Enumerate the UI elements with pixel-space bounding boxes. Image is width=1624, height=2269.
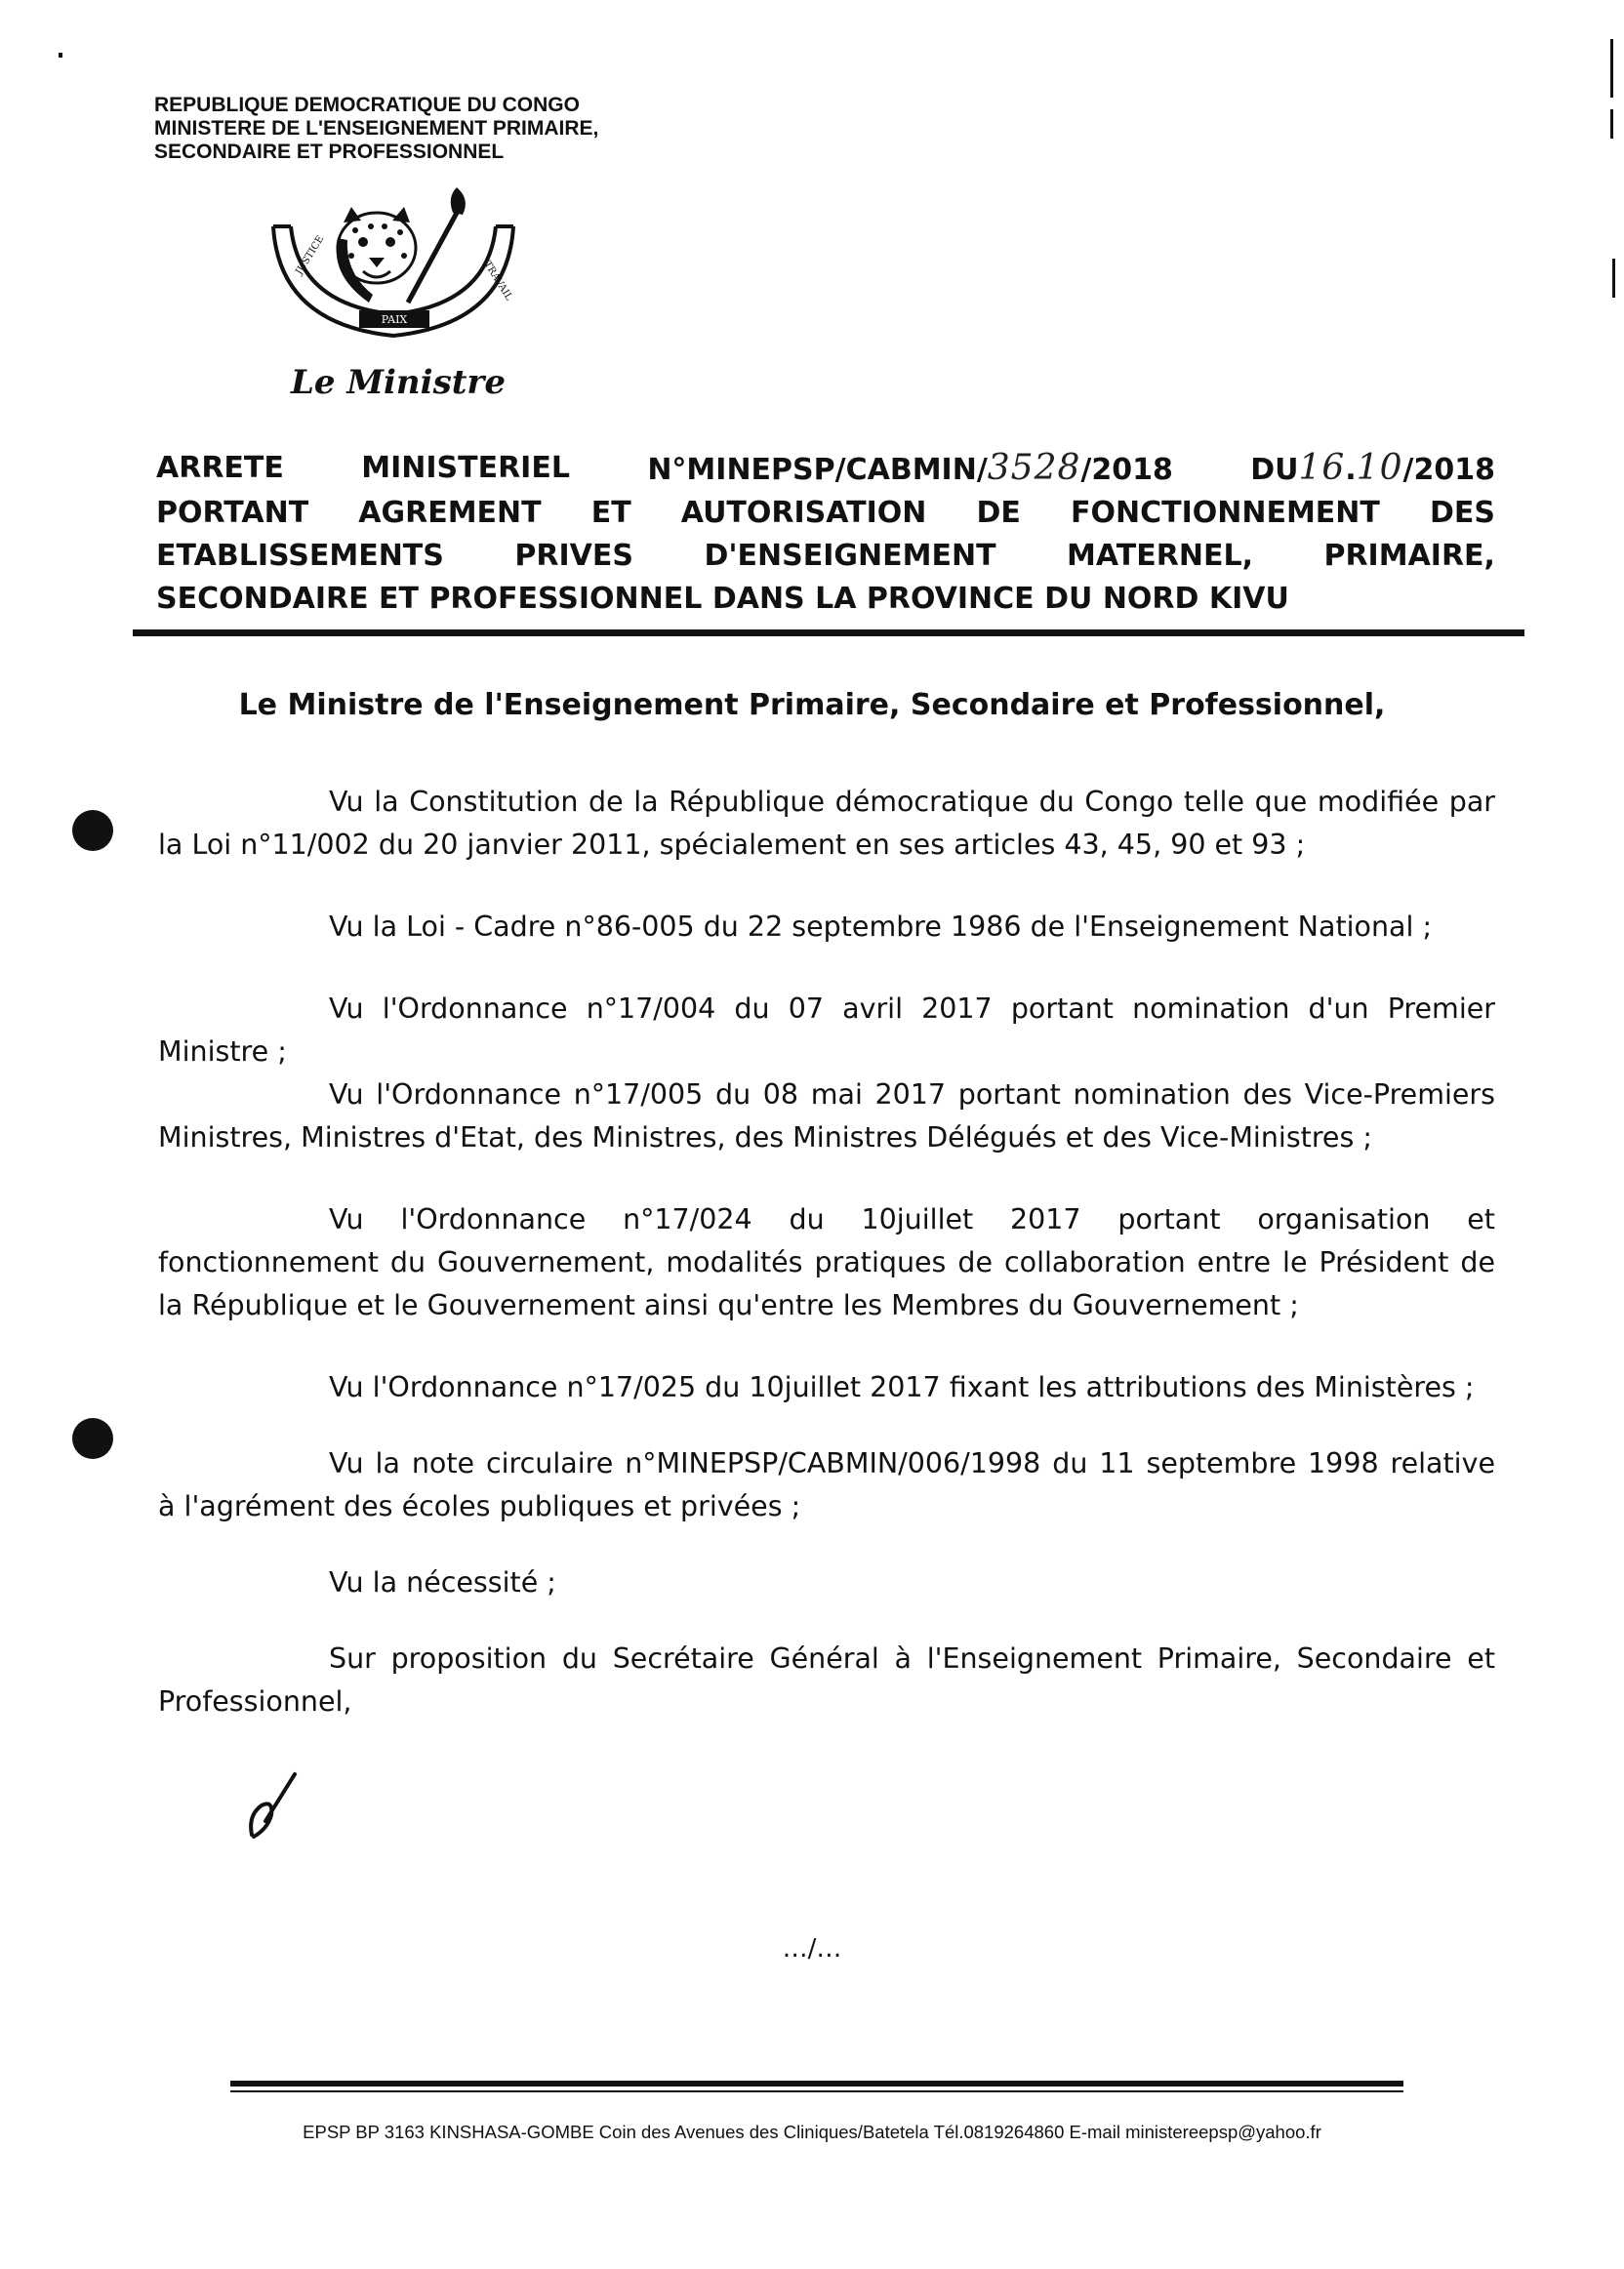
letterhead-ministry: MINISTERE DE L'ENSEIGNEMENT PRIMAIRE, bbox=[154, 117, 599, 140]
preamble-paragraph: Vu l'Ordonnance n°17/005 du 08 mai 2017 portant nomination des Vice-Premiers Ministres, Ministres d'Etat, des Ministres, des Ministres Délégués et des Vice-Ministres ; bbox=[158, 1078, 1495, 1154]
preamble-paragraph: Vu l'Ordonnance n°17/004 du 07 avril 2017 portant nomination d'un Premier Ministre ; bbox=[158, 993, 1495, 1068]
motto-bottom: PAIX bbox=[381, 313, 408, 326]
coat-of-arms-emblem bbox=[262, 178, 525, 353]
title-line-4: SECONDAIRE ET PROFESSIONNEL DANS LA PROVINCE DU NORD KIVU bbox=[156, 582, 1289, 616]
footer-contact: EPSP BP 3163 KINSHASA-GOMBE Coin des Avenues des Cliniques/Batetela Tél.0819264860 E-mail ministereepsp@yahoo.fr bbox=[303, 2122, 1321, 2142]
letterhead bbox=[154, 94, 740, 164]
preamble-body bbox=[158, 781, 1495, 1723]
title-word: ARRETE bbox=[156, 451, 284, 485]
title-divider bbox=[133, 629, 1524, 636]
preamble-paragraph: Vu la Constitution de la République démocratique du Congo telle que modifiée par la Loi n°11/002 du 20 janvier 2011, spécialement en ses articles 43, 45, 90 et 93 ; bbox=[158, 786, 1495, 861]
handwritten-month: 10 bbox=[1356, 448, 1403, 488]
footer-divider-thin bbox=[230, 2090, 1403, 2092]
motto-right: TRAVAIL bbox=[481, 259, 514, 303]
coat-of-arms-icon bbox=[262, 178, 525, 353]
minister-label: Le Ministre bbox=[291, 363, 506, 402]
title-line-1 bbox=[156, 447, 1495, 492]
title-line-2: PORTANT AGREMENT ET AUTORISATION DE FONCTIONNEMENT DES bbox=[156, 496, 1495, 530]
punch-hole bbox=[72, 1418, 113, 1459]
preamble-paragraph: Vu la note circulaire n°MINEPSP/CABMIN/006/1998 du 11 septembre 1998 relative à l'agrément des écoles publiques et privées ; bbox=[158, 1447, 1495, 1522]
punch-hole bbox=[72, 810, 113, 851]
preamble-paragraph: Vu l'Ordonnance n°17/024 du 10juillet 2017 portant organisation et fonctionnement du Gouvernement, modalités pratiques de collaboration entre le Président de la République et le Gouvernement ainsi qu'entre les Membres du Gouvernement ; bbox=[158, 1203, 1495, 1321]
preamble-paragraph: Vu la nécessité ; bbox=[329, 1566, 556, 1599]
decree-date: DU16.10/2018 bbox=[1250, 448, 1495, 488]
handwritten-number: 3528 bbox=[987, 448, 1081, 488]
motto-left: JUSTICE bbox=[294, 233, 327, 277]
scan-edge-mark bbox=[1610, 39, 1613, 98]
preamble-paragraph: Vu la Loi - Cadre n°86-005 du 22 septembre 1986 de l'Enseignement National ; bbox=[329, 911, 1433, 943]
handwritten-day: 16 bbox=[1298, 448, 1346, 488]
footer-divider bbox=[230, 2081, 1403, 2087]
decree-title bbox=[156, 447, 1495, 621]
title-line-3: ETABLISSEMENTS PRIVES D'ENSEIGNEMENT MATERNEL, PRIMAIRE, bbox=[156, 539, 1495, 573]
title-word: MINISTERIEL bbox=[361, 451, 570, 485]
preamble-paragraph: Vu l'Ordonnance n°17/025 du 10juillet 2017 fixant les attributions des Ministères ; bbox=[329, 1371, 1475, 1403]
letterhead-ministry-cont: SECONDAIRE ET PROFESSIONNEL bbox=[154, 141, 505, 163]
minister-heading: Le Ministre de l'Enseignement Primaire, Secondaire et Professionnel, bbox=[238, 688, 1386, 722]
preamble-paragraph: Sur proposition du Secrétaire Général à l'Enseignement Primaire, Secondaire et Professionnel, bbox=[158, 1642, 1495, 1718]
page-continuation: …/… bbox=[782, 1934, 842, 1964]
scan-speck bbox=[59, 53, 62, 58]
handwritten-initials bbox=[244, 1766, 312, 1848]
scan-edge-mark bbox=[1610, 109, 1613, 139]
scan-edge-mark bbox=[1612, 259, 1615, 298]
letterhead-country: REPUBLIQUE DEMOCRATIQUE DU CONGO bbox=[154, 94, 580, 116]
decree-number: N°MINEPSP/CABMIN/3528/2018 bbox=[647, 448, 1173, 488]
